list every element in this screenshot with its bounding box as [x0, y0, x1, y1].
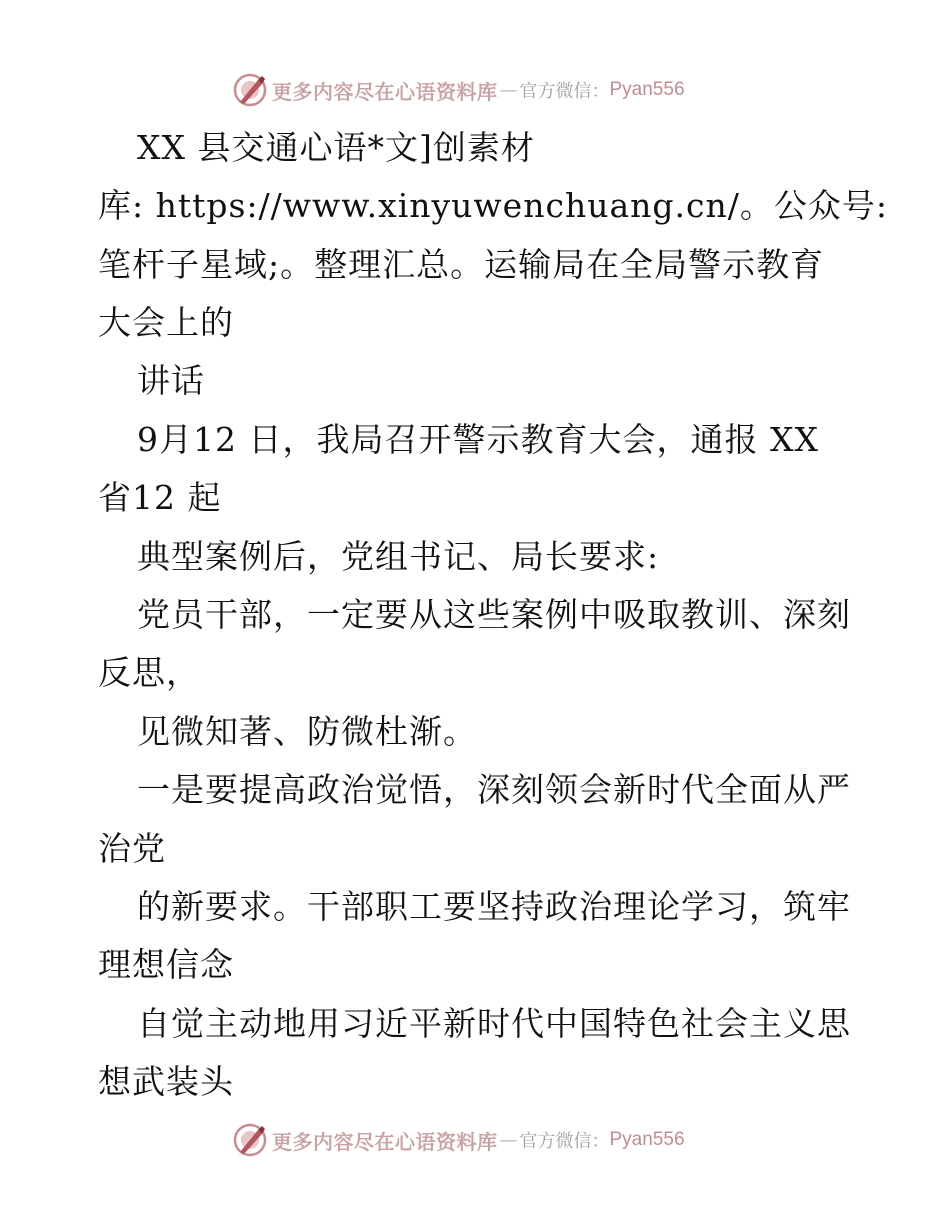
text-line: 反思，: [98, 653, 200, 692]
text-line: 典型案例后，党组书记、局长要求:: [137, 537, 660, 576]
text-line: XX 县交通心语*文]创素材: [137, 128, 535, 167]
banner-dash: —: [499, 1129, 518, 1151]
text-line: 理想信念: [98, 945, 234, 984]
text-line: 笔杆子星域;。整理汇总。运输局在全局警示教育: [98, 245, 825, 284]
text-line: 库: https://www.xinyuwenchuang.cn/。公众号:: [98, 186, 888, 225]
banner-wechat-id: Pyan556: [609, 79, 685, 100]
text-line: 党员干部，一定要从这些案例中吸取教训、深刻: [137, 595, 851, 634]
banner-dash: —: [499, 79, 518, 101]
footer-watermark-banner: [232, 1120, 752, 1160]
text-line: 一是要提高政治觉悟，深刻领会新时代全面从严: [137, 770, 851, 809]
banner-main-text: 更多内容尽在心语资料库: [272, 1129, 498, 1154]
banner-main-text: 更多内容尽在心语资料库: [272, 79, 498, 104]
text-line: 讲话: [137, 361, 205, 400]
text-line: 自觉主动地用习近平新时代中国特色社会主义思: [137, 1004, 851, 1043]
text-line: 9月12 日，我局召开警示教育大会，通报 XX: [137, 420, 819, 459]
banner-wechat-label: 官方微信：: [519, 81, 610, 102]
text-line: 大会上的: [98, 303, 234, 342]
text-line: 想武装头: [98, 1062, 234, 1101]
text-line: 的新要求。干部职工要坚持政治理论学习，筑牢: [137, 887, 851, 926]
text-line: 省12 起: [98, 478, 222, 517]
pen-logo-icon: [232, 72, 268, 108]
text-line: 治党: [98, 829, 166, 868]
text-line: 见微知著、防微杜渐。: [137, 712, 477, 751]
header-watermark-banner: [232, 70, 752, 110]
pen-logo-icon: [232, 1122, 268, 1158]
banner-wechat-label: 官方微信：: [519, 1131, 610, 1152]
banner-wechat-id: Pyan556: [609, 1129, 685, 1150]
